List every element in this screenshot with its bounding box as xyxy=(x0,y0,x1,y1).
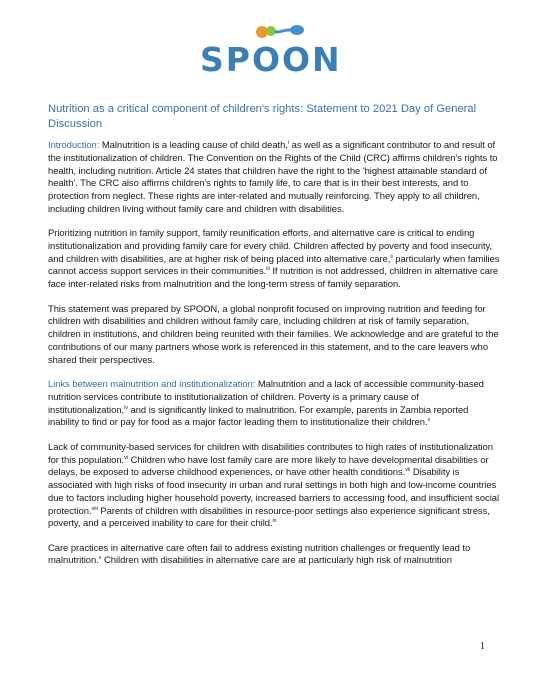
footnote-ref[interactable]: viii xyxy=(91,505,98,512)
document-body xyxy=(48,140,500,580)
paragraph-disabilities xyxy=(48,442,500,531)
paragraph-text: If nutrition is not addressed, children in alternative care face inter-related risks from malnutrition and the long-term stress of family separation. xyxy=(48,266,499,291)
paragraph-about-statement xyxy=(48,304,500,368)
paragraph-text: This statement was prepared by SPOON, a global nonprofit focused on improving nutrition and feeding for children with disabilities and children without family care, including children at risk of family separation, children in institutions, and children being reunited with their families. We acknowledge and are grateful to the contributions of our many partners whose work is referenced in this statement, and to the care leavers who shared their perspectives. xyxy=(48,303,499,366)
footnote-ref[interactable]: vii xyxy=(405,467,411,474)
paragraph-text: Malnutrition and a lack of accessible community-based nutrition services contribute to institutionalization of children. Poverty is a primary cause of institutionalization, xyxy=(48,379,484,416)
footnote-ref[interactable]: i xyxy=(287,139,290,146)
paragraph-text: Disability is associated with high risks of food insecurity in urban and rural settings in both high and low-income countries due to factors including higher household poverty, increased barriers to accessing food, and insufficient social protection. xyxy=(48,467,499,517)
paragraph-text: Children who have lost family care are more likely to have developmental disabilities or delays, be exposed to adverse childhood experiences, or have other health conditions. xyxy=(48,454,489,479)
paragraph-introduction xyxy=(48,140,500,217)
footnote-ref[interactable]: ii xyxy=(390,253,393,260)
paragraph-text: Prioritizing nutrition in family support, family reunification efforts, and alternative care is critical to ending institutionalization and providing family care for every child. Children affected by poverty and food insecurity, and children with disabilities, are at higher risk of being placed into alternative care, xyxy=(48,228,493,265)
paragraph-text: Parents of children with disabilities in resource-poor settings also experience significant stress, poverty, and a perceived inability to care for their child. xyxy=(48,505,490,530)
paragraph-care-practices xyxy=(48,543,500,569)
paragraph-text: Care practices in alternative care often fail to address existing nutrition challenges or frequently lead to malnutrition. xyxy=(48,542,471,567)
footnote-ref[interactable]: iii xyxy=(266,266,270,273)
logo-wordmark: SPOON xyxy=(200,40,342,79)
document-title: Nutrition as a critical component of children's rights: Statement to 2021 Day of General Discussion xyxy=(48,103,477,130)
paragraph-text: particularly when families cannot access support services in their communities. xyxy=(48,253,500,278)
page-number: 1 xyxy=(480,641,485,652)
footnote-ref[interactable]: vi xyxy=(124,454,128,461)
section-lead-introduction: Introduction: xyxy=(48,140,100,151)
footnote-ref[interactable]: x xyxy=(98,555,102,562)
paragraph-text: and is significantly linked to malnutrition. For example, parents in Zambia reported inability to find or pay for food as a major factor leading them to institutionalize their children. xyxy=(48,404,469,429)
paragraph-links xyxy=(48,379,500,430)
paragraph-text: Children with disabilities in alternative care are at particularly high risk of malnutrition xyxy=(101,555,452,567)
footnote-ref[interactable]: iv xyxy=(124,404,128,411)
section-lead-links: Links between malnutrition and institutionalization: xyxy=(48,379,256,391)
footnote-ref[interactable]: ix xyxy=(272,518,277,525)
paragraph-text: Malnutrition is a leading cause of child death, xyxy=(99,140,288,151)
spoon-logo xyxy=(200,18,340,78)
paragraph-prioritizing xyxy=(48,228,500,292)
paragraph-text: as well as a significant contributor to and result of the institutionalization of children. The Convention on the Rights of the Child (CRC) affirms children's rights to health, including nutrition. Article 24 states that children have the right to the 'highest attainable standard of health'. The CRC also affirms children's rights to family life, to care that is in their best interests, and to protection from neglect. These rights are inter-related and mutually reinforcing. They apply to all children, including children living without family care and children with disabilities. xyxy=(48,140,498,215)
paragraph-text: Lack of community-based services for children with disabilities contributes to high rates of institutionalization for this population. xyxy=(48,441,493,466)
footnote-ref[interactable]: v xyxy=(427,417,431,424)
